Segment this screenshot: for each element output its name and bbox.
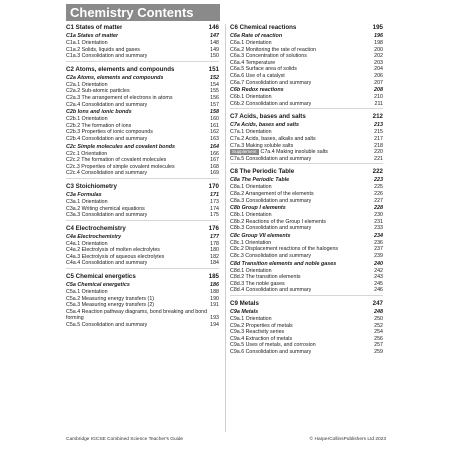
toc-entry[interactable] bbox=[66, 241, 219, 248]
toc-entry[interactable] bbox=[230, 53, 383, 60]
toc-entry-text: C7a.4 Making insoluble salts bbox=[260, 149, 328, 156]
toc-entry[interactable] bbox=[66, 199, 219, 206]
toc-entry[interactable] bbox=[230, 136, 383, 143]
toc-entry-title: C7a Acids, bases and salts bbox=[230, 122, 300, 129]
toc-page-number: 164 bbox=[210, 143, 219, 150]
chapter-separator bbox=[230, 108, 383, 109]
toc-entry[interactable] bbox=[66, 212, 219, 219]
toc-entry-title: C5a.1 Orientation bbox=[66, 289, 108, 296]
toc-page-number: 250 bbox=[374, 316, 383, 323]
toc-page-number: 217 bbox=[374, 135, 383, 142]
toc-page-number: 204 bbox=[374, 66, 383, 73]
toc-chapter[interactable] bbox=[230, 168, 383, 176]
toc-page-number: 171 bbox=[210, 191, 219, 198]
toc-entry-title: C8d Transition elements and noble gases bbox=[230, 260, 337, 267]
toc-page-number: 147 bbox=[210, 33, 219, 39]
toc-entry[interactable] bbox=[230, 225, 383, 232]
toc-entry[interactable] bbox=[66, 164, 219, 171]
toc-page-number: 254 bbox=[374, 329, 383, 336]
toc-entry[interactable] bbox=[230, 80, 383, 87]
toc-entry-title: C2a.4 Consolidation and summary bbox=[66, 101, 148, 108]
toc-entry-title: C6b.2 Consolidation and summary bbox=[230, 100, 312, 107]
toc-page-number: 208 bbox=[374, 87, 383, 94]
toc-page-number: 146 bbox=[208, 24, 219, 31]
toc-entry-title: C7a.1 Orientation bbox=[230, 129, 272, 136]
toc-entry-title: C2c.3 Properties of simple covalent molecules bbox=[66, 163, 175, 170]
toc-entry[interactable] bbox=[230, 191, 383, 198]
toc-entry-title: C6 Chemical reactions bbox=[230, 24, 297, 31]
toc-entry-title: C2b.1 Orientation bbox=[66, 116, 108, 123]
toc-entry-title: C9 Metals bbox=[230, 300, 259, 308]
page-title: Chemistry Contents bbox=[66, 4, 220, 21]
toc-entry[interactable] bbox=[230, 143, 383, 150]
toc-page-number: 259 bbox=[374, 349, 383, 355]
toc-entry[interactable] bbox=[230, 274, 383, 281]
toc-page-number: 257 bbox=[374, 342, 383, 349]
toc-entry-title bbox=[230, 149, 328, 156]
toc-page-number: 206 bbox=[374, 72, 383, 79]
column-divider bbox=[225, 24, 226, 432]
toc-page-number: 234 bbox=[374, 232, 383, 239]
toc-entry-title: C6a.2 Monitoring the rate of reaction bbox=[230, 46, 316, 53]
toc-entry[interactable] bbox=[230, 287, 383, 294]
toc-entry-title: C6a.3 Concentration of solutions bbox=[230, 53, 307, 60]
toc-page-number: 175 bbox=[210, 212, 219, 219]
toc-entry-title: C3a.1 Orientation bbox=[66, 198, 108, 205]
toc-entry[interactable] bbox=[230, 47, 383, 54]
toc-entry-title: C7 Acids, bases and salts bbox=[230, 113, 306, 121]
toc-entry-title: C3a.2 Writing chemical equations bbox=[66, 205, 145, 212]
toc-page-number: 203 bbox=[374, 59, 383, 66]
toc-entry-title: C8a.3 Consolidation and summary bbox=[230, 197, 312, 204]
toc-entry[interactable] bbox=[66, 116, 219, 123]
toc-entry-title: C9a.1 Orientation bbox=[230, 316, 272, 323]
contents-column-left bbox=[66, 24, 219, 329]
contents-column-right bbox=[230, 24, 383, 356]
toc-entry-title: C2 Atoms, elements and compounds bbox=[66, 65, 175, 73]
toc-section[interactable] bbox=[66, 192, 219, 199]
toc-page-number: 167 bbox=[210, 157, 219, 164]
toc-entry-title: C5a.3 Measuring energy transfers (2) bbox=[66, 302, 155, 309]
toc-page-number: 240 bbox=[374, 260, 383, 267]
toc-entry-title: C8d.1 Orientation bbox=[230, 267, 272, 274]
toc-section[interactable] bbox=[66, 282, 219, 289]
toc-page-number: 211 bbox=[374, 100, 383, 107]
toc-chapter[interactable] bbox=[230, 113, 383, 121]
toc-entry[interactable] bbox=[66, 322, 219, 329]
toc-entry-title: C6b.1 Orientation bbox=[230, 94, 272, 101]
toc-entry[interactable] bbox=[230, 281, 383, 288]
toc-entry-title: C8d.2 The transition elements bbox=[230, 274, 301, 281]
toc-entry[interactable] bbox=[66, 170, 219, 177]
toc-entry-title: C1a States of matter bbox=[66, 33, 119, 39]
toc-page-number: 154 bbox=[210, 81, 219, 88]
toc-entry-title: C5a.2 Measuring energy transfers (1) bbox=[66, 295, 155, 302]
toc-section[interactable] bbox=[66, 234, 219, 241]
toc-entry[interactable] bbox=[66, 247, 219, 254]
footer-book-title: Cambridge IGCSE Combined Science Teacher's Guide bbox=[66, 437, 184, 442]
toc-page-number: 150 bbox=[210, 53, 219, 60]
toc-entry[interactable] bbox=[230, 129, 383, 136]
toc-page-number: 178 bbox=[210, 240, 219, 247]
toc-entry[interactable] bbox=[230, 246, 383, 253]
toc-section[interactable] bbox=[230, 309, 383, 316]
toc-entry[interactable] bbox=[66, 309, 219, 322]
toc-page-number: 246 bbox=[374, 287, 383, 294]
toc-page-number: 177 bbox=[210, 233, 219, 240]
toc-entry[interactable] bbox=[66, 289, 219, 296]
toc-chapter[interactable] bbox=[66, 66, 219, 74]
chapter-separator bbox=[66, 220, 219, 221]
toc-chapter[interactable] bbox=[66, 273, 219, 281]
footer-copyright: © HarperCollinsPublishers Ltd 2023 bbox=[309, 437, 386, 442]
toc-entry-title: C8c.2 Displacement reactions of the halogens bbox=[230, 246, 339, 253]
toc-entry-title: C8a The Periodic Table bbox=[230, 177, 290, 184]
toc-entry-title: C8c.3 Consolidation and summary bbox=[230, 253, 311, 260]
toc-page-number: 191 bbox=[210, 302, 219, 309]
toc-section[interactable] bbox=[230, 87, 383, 94]
toc-entry[interactable] bbox=[230, 240, 383, 247]
toc-entry-title: C3 Stoichiometry bbox=[66, 182, 117, 190]
toc-entry-title: C6a.7 Consolidation and summary bbox=[230, 79, 312, 86]
toc-page-number: 163 bbox=[210, 135, 219, 142]
toc-page-number: 190 bbox=[210, 295, 219, 302]
toc-entry[interactable] bbox=[230, 212, 383, 219]
toc-entry-title: C9a.6 Consolidation and summary bbox=[230, 349, 312, 355]
chapter-separator bbox=[66, 61, 219, 62]
toc-entry[interactable] bbox=[230, 94, 383, 101]
toc-entry-title: C2b.2 The formation of ions bbox=[66, 122, 132, 129]
toc-entry-title: C4 Electrochemistry bbox=[66, 224, 126, 232]
toc-entry-title: C8c Group VII elements bbox=[230, 232, 291, 239]
toc-section[interactable] bbox=[230, 261, 383, 268]
toc-section[interactable] bbox=[230, 205, 383, 212]
toc-page-number: 247 bbox=[372, 300, 383, 308]
toc-entry-title: C7a.2 Acids, bases, alkalis and salts bbox=[230, 135, 316, 142]
toc-page-number: 222 bbox=[372, 168, 383, 176]
toc-entry-title: C3a Formulas bbox=[66, 191, 102, 198]
toc-entry[interactable] bbox=[66, 47, 219, 54]
toc-section[interactable] bbox=[230, 177, 383, 184]
toc-entry[interactable] bbox=[230, 336, 383, 343]
chapter-separator bbox=[66, 268, 219, 269]
toc-entry[interactable] bbox=[66, 102, 219, 109]
toc-page-number: 151 bbox=[208, 65, 219, 73]
toc-section[interactable] bbox=[66, 144, 219, 151]
toc-entry-title: C7a.3 Making soluble salts bbox=[230, 142, 294, 149]
supplement-badge: Supplement bbox=[232, 149, 257, 155]
toc-chapter[interactable] bbox=[230, 24, 383, 32]
toc-chapter[interactable] bbox=[230, 300, 383, 308]
toc-entry-title: C3a.3 Consolidation and summary bbox=[66, 212, 148, 219]
toc-page-number: 162 bbox=[210, 129, 219, 136]
toc-page-number: 228 bbox=[374, 205, 383, 212]
toc-entry-title: C2b.4 Consolidation and summary bbox=[66, 135, 148, 142]
toc-entry-title: C4a.4 Consolidation and summary bbox=[66, 260, 148, 267]
toc-entry-title: C6a Rate of reaction bbox=[230, 33, 283, 39]
toc-entry[interactable] bbox=[230, 219, 383, 226]
toc-entry-title: C5a Chemical energetics bbox=[66, 282, 130, 289]
toc-page-number: 236 bbox=[374, 239, 383, 246]
toc-page-number: 221 bbox=[374, 155, 383, 162]
toc-page-number: 231 bbox=[374, 218, 383, 225]
toc-entry[interactable] bbox=[230, 156, 383, 163]
toc-entry-title: C2c.2 The formation of covalent molecules bbox=[66, 157, 167, 164]
toc-page-number: 243 bbox=[374, 274, 383, 281]
toc-page-number: 169 bbox=[210, 170, 219, 177]
toc-entry-title: C6b Redox reactions bbox=[230, 87, 284, 94]
toc-entry-title: C8c.1 Orientation bbox=[230, 239, 272, 246]
toc-entry[interactable] bbox=[230, 329, 383, 336]
toc-entry-title: C1a.2 Solids, liquids and gases bbox=[66, 46, 140, 53]
toc-page-number: 158 bbox=[210, 109, 219, 116]
toc-entry[interactable] bbox=[230, 60, 383, 67]
toc-entry-title: C1a.3 Consolidation and summary bbox=[66, 53, 148, 60]
toc-entry-title: C8b.1 Orientation bbox=[230, 212, 272, 219]
toc-section[interactable] bbox=[230, 122, 383, 129]
toc-page-number: 215 bbox=[374, 129, 383, 136]
toc-page-number: 180 bbox=[210, 247, 219, 254]
toc-page-number: 207 bbox=[374, 79, 383, 86]
toc-entry[interactable] bbox=[66, 254, 219, 261]
toc-page-number: 226 bbox=[374, 190, 383, 197]
toc-entry[interactable] bbox=[230, 198, 383, 205]
toc-entry-title: C7a.5 Consolidation and summary bbox=[230, 155, 312, 162]
toc-page-number: 237 bbox=[374, 246, 383, 253]
toc-entry-title: C1a.1 Orientation bbox=[66, 40, 108, 46]
toc-entry-title: C9a.5 Uses of metals, and corrosion bbox=[230, 342, 316, 349]
toc-entry[interactable] bbox=[66, 151, 219, 158]
toc-entry-title: C8 The Periodic Table bbox=[230, 168, 295, 176]
toc-page-number: 149 bbox=[210, 46, 219, 53]
toc-page-number: 188 bbox=[210, 289, 219, 296]
toc-entry[interactable] bbox=[66, 82, 219, 89]
toc-page-number: 198 bbox=[374, 40, 383, 46]
toc-entry-title: C8a.2 Arrangement of the elements bbox=[230, 190, 314, 197]
toc-entry[interactable] bbox=[66, 53, 219, 60]
toc-entry-title: C8a.1 Orientation bbox=[230, 184, 272, 191]
toc-entry-title: C2a Atoms, elements and compounds bbox=[66, 74, 164, 81]
toc-page-number: 168 bbox=[210, 163, 219, 170]
chapter-separator bbox=[230, 295, 383, 296]
toc-page-number: 239 bbox=[374, 253, 383, 260]
toc-entry[interactable] bbox=[66, 260, 219, 267]
toc-entry[interactable] bbox=[230, 268, 383, 275]
toc-page-number: 195 bbox=[372, 24, 383, 31]
toc-entry-title: C9a.2 Properties of metals bbox=[230, 322, 293, 329]
toc-page-number: 196 bbox=[374, 33, 383, 39]
toc-entry[interactable] bbox=[230, 66, 383, 73]
toc-entry-title: C2c.4 Consolidation and summary bbox=[66, 170, 147, 177]
toc-entry[interactable] bbox=[230, 323, 383, 330]
toc-entry-title: C1 States of matter bbox=[66, 24, 123, 31]
toc-page-number: 193 bbox=[210, 315, 219, 322]
toc-entry[interactable] bbox=[230, 342, 383, 349]
toc-entry-title: C2a.3 The arrangement of electrons in atoms bbox=[66, 94, 173, 101]
toc-page-number: 212 bbox=[372, 113, 383, 121]
toc-entry[interactable] bbox=[66, 123, 219, 130]
toc-entry[interactable] bbox=[230, 316, 383, 323]
toc-page-number: 230 bbox=[374, 212, 383, 219]
toc-page-number: 248 bbox=[374, 309, 383, 316]
toc-entry-title: C8b.3 Consolidation and summary bbox=[230, 225, 312, 232]
toc-page-number: 173 bbox=[210, 198, 219, 205]
toc-entry-title: C4a Electrochemistry bbox=[66, 233, 122, 240]
toc-entry-title: C8b.2 Reactions of the Group I elements bbox=[230, 218, 326, 225]
toc-page-number: 170 bbox=[208, 182, 219, 190]
toc-entry[interactable] bbox=[230, 149, 383, 156]
toc-entry-title: C9a Metals bbox=[230, 309, 259, 316]
toc-entry-title: C4a.3 Electrolysis of aqueous electrolytes bbox=[66, 253, 165, 260]
toc-page-number: 202 bbox=[374, 53, 383, 60]
toc-entry[interactable] bbox=[230, 253, 383, 260]
toc-page-number: 233 bbox=[374, 225, 383, 232]
toc-entry[interactable] bbox=[66, 129, 219, 136]
toc-entry[interactable] bbox=[66, 40, 219, 47]
toc-section[interactable] bbox=[230, 33, 383, 40]
toc-chapter[interactable] bbox=[66, 24, 219, 32]
toc-page-number: 242 bbox=[374, 267, 383, 274]
toc-entry[interactable] bbox=[66, 302, 219, 309]
toc-page-number: 223 bbox=[374, 177, 383, 184]
toc-section[interactable] bbox=[66, 109, 219, 116]
toc-entry-title: C2a.2 Sub-atomic particles bbox=[66, 88, 130, 95]
toc-section[interactable] bbox=[66, 33, 219, 40]
toc-section[interactable] bbox=[230, 233, 383, 240]
toc-entry-title: C5 Chemical energetics bbox=[66, 273, 136, 281]
toc-entry-title: C6a.5 Surface area of solids bbox=[230, 66, 297, 73]
toc-page-number: 213 bbox=[374, 122, 383, 129]
toc-page-number: 166 bbox=[210, 150, 219, 157]
toc-page-number: 176 bbox=[208, 224, 219, 232]
toc-entry-title: C5a.5 Consolidation and summary bbox=[66, 322, 148, 329]
toc-entry-title: C2b.3 Properties of ionic compounds bbox=[66, 129, 153, 136]
toc-page-number: 186 bbox=[210, 282, 219, 289]
toc-entry-title: C9a.3 Reactivity series bbox=[230, 329, 285, 336]
toc-entry-title: C2a.1 Orientation bbox=[66, 81, 108, 88]
toc-page-number: 220 bbox=[374, 149, 383, 156]
toc-page-number: 160 bbox=[210, 116, 219, 123]
toc-entry-title: C8b Group I elements bbox=[230, 205, 286, 212]
toc-page-number: 161 bbox=[210, 122, 219, 129]
toc-page-number: 252 bbox=[374, 322, 383, 329]
toc-entry[interactable] bbox=[66, 157, 219, 164]
toc-page-number: 210 bbox=[374, 94, 383, 101]
toc-entry-title: C4a.2 Electrolysis of molten electrolytes bbox=[66, 247, 160, 254]
toc-entry-title: C6a.1 Orientation bbox=[230, 40, 272, 46]
page-footer bbox=[66, 437, 386, 442]
toc-entry-title: C8d.3 The noble gases bbox=[230, 280, 285, 287]
toc-page-number: 227 bbox=[374, 197, 383, 204]
toc-entry[interactable] bbox=[66, 95, 219, 102]
toc-entry[interactable] bbox=[66, 206, 219, 213]
toc-page-number: 185 bbox=[208, 273, 219, 281]
chapter-separator bbox=[66, 178, 219, 179]
toc-page-number: 157 bbox=[210, 101, 219, 108]
toc-page-number: 174 bbox=[210, 205, 219, 212]
toc-entry[interactable] bbox=[230, 349, 383, 356]
toc-entry[interactable] bbox=[66, 88, 219, 95]
toc-entry-title: C8d.4 Consolidation and summary bbox=[230, 287, 312, 294]
toc-chapter[interactable] bbox=[66, 225, 219, 233]
toc-entry-title: C2b Ions and ionic bonds bbox=[66, 109, 132, 116]
toc-entry-title: C9a.4 Extraction of metals bbox=[230, 335, 293, 342]
toc-page-number: 152 bbox=[210, 74, 219, 81]
toc-chapter[interactable] bbox=[66, 183, 219, 191]
toc-page-number: 155 bbox=[210, 88, 219, 95]
toc-page-number: 218 bbox=[374, 142, 383, 149]
toc-page-number: 182 bbox=[210, 253, 219, 260]
toc-page-number: 148 bbox=[210, 40, 219, 46]
toc-page-number: 256 bbox=[374, 335, 383, 342]
toc-page-number: 200 bbox=[374, 46, 383, 53]
toc-entry[interactable] bbox=[230, 73, 383, 80]
toc-entry-title: C4a.1 Orientation bbox=[66, 240, 108, 247]
toc-entry-title: C2c Simple molecules and covalent bonds bbox=[66, 143, 176, 150]
toc-entry[interactable] bbox=[230, 101, 383, 108]
toc-page-number: 156 bbox=[210, 94, 219, 101]
toc-entry[interactable] bbox=[230, 184, 383, 191]
toc-entry-title: C2c.1 Orientation bbox=[66, 150, 108, 157]
toc-page-number: 225 bbox=[374, 184, 383, 191]
toc-entry-title: C6a.6 Use of a catalyst bbox=[230, 72, 285, 79]
toc-entry[interactable] bbox=[66, 296, 219, 303]
toc-page-number: 194 bbox=[210, 322, 219, 329]
toc-entry-title: C5a.4 Reaction pathway diagrams, bond breaking and bond forming bbox=[66, 308, 208, 322]
chapter-separator bbox=[230, 163, 383, 164]
toc-entry[interactable] bbox=[66, 136, 219, 143]
toc-entry-title: C6a.4 Temperature bbox=[230, 59, 276, 66]
toc-entry[interactable] bbox=[230, 40, 383, 47]
toc-page-number: 184 bbox=[210, 260, 219, 267]
toc-page-number: 245 bbox=[374, 280, 383, 287]
toc-section[interactable] bbox=[66, 75, 219, 82]
